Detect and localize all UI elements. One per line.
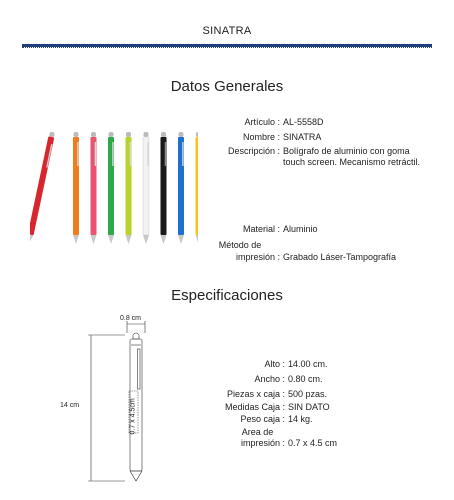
pen-upright [108, 132, 114, 244]
value-nombre: SINATRA [283, 132, 322, 142]
label-ancho: Ancho : [254, 374, 285, 384]
dim-height-label: 14 cm [60, 402, 80, 409]
section-title-general: Datos Generales [170, 78, 284, 95]
value-ancho: 0.80 cm. [288, 374, 323, 384]
pen-upright [178, 132, 184, 244]
pen-upright [73, 132, 79, 244]
value-descripcion-line1: Bolígrafo de aluminio con goma [283, 146, 410, 156]
label-nombre: Nombre : [242, 132, 280, 142]
label-descripcion: Descripción : [227, 146, 280, 156]
header-divider [22, 44, 432, 47]
value-piezas: 500 pzas. [288, 389, 328, 399]
value-alto: 14.00 cm. [288, 359, 328, 369]
product-image-pens [30, 128, 198, 250]
label-articulo: Artículo : [244, 117, 280, 127]
pen-row [73, 132, 198, 244]
section-title-specs: Especificaciones [171, 287, 283, 304]
label-medidas: Medidas Caja : [224, 402, 285, 412]
page-title: SINATRA [202, 25, 252, 37]
pen-upright [91, 132, 97, 244]
pen-upright [126, 132, 132, 244]
value-descripcion-line2: touch screen. Mecanismo retráctil. [283, 157, 421, 167]
label-material: Material : [242, 224, 280, 234]
label-metodo-line1: Método de [218, 240, 262, 250]
pen-red [30, 131, 55, 244]
pen-upright [161, 132, 167, 244]
label-area-line2: impresión : [240, 438, 285, 448]
value-metodo: Grabado Láser-Tampografía [283, 252, 397, 262]
label-area-line1: Area de [241, 427, 274, 437]
value-articulo: AL-5558D [283, 117, 324, 127]
pen-body [196, 137, 199, 235]
value-material: Aluminio [283, 224, 318, 234]
label-peso: Peso caja : [240, 414, 285, 424]
value-medidas: SIN DATO [288, 402, 330, 412]
pen-upright [196, 132, 199, 244]
label-piezas: Piezas x caja : [226, 389, 285, 399]
dim-width-label: 0.8 cm [120, 315, 142, 322]
label-alto: Alto : [264, 359, 285, 369]
value-area: 0.7 x 4.5 cm [288, 438, 338, 448]
dim-area-label: 0.7 x 4.5cm [129, 398, 137, 435]
value-peso: 14 kg. [288, 414, 313, 424]
dimension-diagram [85, 315, 160, 485]
pen-upright [143, 132, 149, 244]
label-metodo-line2: impresión : [235, 252, 280, 262]
